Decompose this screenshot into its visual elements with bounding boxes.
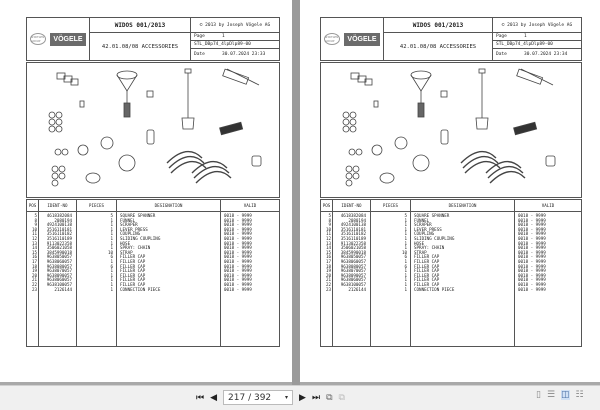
table-cell-ident: 9638100057 xyxy=(46,281,72,287)
table-cell-ident: 3516110182 xyxy=(340,231,366,237)
table-cell-pos: 23 xyxy=(325,286,331,292)
page-separator xyxy=(292,0,300,385)
table-cell-valid: 0018 - 9999 xyxy=(518,231,546,237)
square-spanner-illustration xyxy=(351,73,372,85)
square-spanner-illustration xyxy=(57,73,78,85)
table-cell-valid: 0018 - 9999 xyxy=(518,281,546,287)
table-cell-pos: 14 xyxy=(325,245,331,251)
table-cell-valid: 0018 - 9999 xyxy=(518,217,546,223)
doc-title: WIDOS 001/2013 xyxy=(384,18,492,33)
table-header xyxy=(27,200,279,212)
table-cell-ident: 9638050057 xyxy=(46,254,72,260)
table-cell-pieces: 1 xyxy=(404,217,407,223)
table-cell-pos: 8 xyxy=(34,217,37,223)
table-cell-valid: 0018 - 9999 xyxy=(518,277,546,283)
table-cell-valid: 0018 - 9999 xyxy=(224,281,252,287)
single-page-view-icon[interactable]: ▯ xyxy=(536,390,541,400)
table-cell-ident: 3516110189 xyxy=(46,235,72,241)
filler-caps-illustration xyxy=(49,112,62,132)
doc-title: WIDOS 001/2013 xyxy=(90,18,190,33)
table-cell-ident: 9638060057 xyxy=(46,258,72,264)
col-pos: POS xyxy=(321,200,333,211)
dropdown-arrow-icon[interactable]: ▾ xyxy=(285,394,289,401)
continuous-view-icon[interactable]: ☰ xyxy=(546,390,556,400)
coupling-illustration xyxy=(441,91,447,97)
view-mode-group xyxy=(536,390,584,400)
table-cell-pieces: 1 xyxy=(404,258,407,264)
filler-caps-cluster xyxy=(346,166,359,186)
col-ident-values xyxy=(333,212,371,347)
table-cell-designation: SLIDING COUPLING xyxy=(414,235,455,241)
table-cell-ident: 3516110189 xyxy=(340,235,366,241)
brush-illustration xyxy=(220,122,243,134)
table-cell-pos: 17 xyxy=(31,258,37,264)
table-cell-pieces: 1 xyxy=(110,231,113,237)
connection-piece-illustration xyxy=(380,173,394,183)
table-cell-ident: 9638080057 xyxy=(46,263,72,269)
table-cell-pieces: 1 xyxy=(110,226,113,232)
col-valid: VALID xyxy=(541,203,555,208)
parts-table xyxy=(26,199,280,347)
table-cell-designation: COUPLING xyxy=(414,231,435,237)
table-cell-designation: CONNECTION PIECE xyxy=(120,286,161,292)
table-cell-pos: 11 xyxy=(325,231,331,237)
table-cell-pos: 13 xyxy=(325,240,331,246)
table-cell-valid: 0018 - 9999 xyxy=(224,245,252,251)
straps-illustration xyxy=(167,152,231,183)
table-cell-pos: 18 xyxy=(31,263,37,269)
sliding-coupling-illustration xyxy=(374,101,378,107)
table-cell-designation: FILLER CAP xyxy=(414,268,440,274)
col-pos-values xyxy=(27,212,39,347)
section-title: 42.01.08/08 ACCESSORIES xyxy=(399,43,477,50)
date-label: Date xyxy=(194,52,205,57)
table-cell-designation: STRAP xyxy=(414,249,427,255)
table-cell-ident: 3516110181 xyxy=(340,226,366,232)
table-cell-pieces: 1 xyxy=(110,222,113,228)
table-cell-pieces: 1 xyxy=(404,222,407,228)
parts-illustration xyxy=(320,62,582,198)
date-value: 30.07.2024 23:33 xyxy=(222,52,266,57)
table-cell-designation: FILLER CAP xyxy=(414,263,440,269)
table-cell-pieces: 1 xyxy=(110,268,113,274)
table-cell-ident: 9638090057 xyxy=(340,272,366,278)
table-cell-designation: FILLER CAP xyxy=(120,281,146,287)
page-value: 1 xyxy=(524,34,527,39)
vogele-logo: VÖGELE xyxy=(344,33,379,46)
table-cell-pieces: 10 xyxy=(107,249,113,255)
wirtgen-seal-logo: WIRTGEN GROUP xyxy=(30,33,46,45)
last-page-icon[interactable]: ⏭ xyxy=(311,392,321,403)
table-cell-pos: 18 xyxy=(325,263,331,269)
table-cell-designation: COUPLING xyxy=(120,231,141,237)
table-cell-valid: 0018 - 9999 xyxy=(224,258,252,264)
table-cell-pos: 13 xyxy=(31,240,37,246)
table-cell-valid: 0018 - 9999 xyxy=(518,213,546,218)
table-cell-designation: CONNECTION PIECE xyxy=(414,286,455,292)
col-pieces-values xyxy=(77,212,117,347)
section-title: 42.01.08/08 ACCESSORIES xyxy=(101,43,179,50)
col-valid-values xyxy=(515,212,581,347)
table-cell-designation: FILLER CAP xyxy=(414,254,440,260)
table-cell-pieces: 1 xyxy=(110,258,113,264)
table-cell-ident: 9638060057 xyxy=(46,277,72,283)
scraper-illustration xyxy=(476,69,488,129)
parts-illustration xyxy=(26,62,280,198)
table-cell-pieces: 6 xyxy=(110,263,113,269)
table-cell-designation: FILLER CAP xyxy=(120,268,146,274)
table-cell-ident: 4618382084 xyxy=(46,213,72,218)
table-cell-pieces: 1 xyxy=(404,245,407,251)
table-cell-pos: 16 xyxy=(325,254,331,260)
table-cell-ident: 4924100138 xyxy=(46,222,72,228)
table-cell-ident: 9638060057 xyxy=(340,277,366,283)
table-cell-valid: 0018 - 9999 xyxy=(518,226,546,232)
table-cell-pieces: 1 xyxy=(110,245,113,251)
table-cell-designation: SQUARE SPANNER xyxy=(120,213,156,218)
funnel-illustration xyxy=(117,71,137,117)
table-cell-valid: 0018 - 9999 xyxy=(224,235,252,241)
table-cell-ident: 3506021058 xyxy=(340,245,366,251)
table-cell-designation: FILLER CAP xyxy=(414,272,440,278)
table-cell-valid: 0018 - 9999 xyxy=(518,245,546,251)
table-cell-designation: FILLER CAP xyxy=(120,254,146,260)
table-cell-valid: 0018 - 9999 xyxy=(518,258,546,264)
table-cell-pos: 9 xyxy=(34,222,37,228)
table-cell-valid: 0018 - 9999 xyxy=(224,226,252,232)
table-cell-designation: FILLER CAP xyxy=(414,281,440,287)
sliding-coupling-illustration xyxy=(80,101,84,107)
table-cell-pieces: 1 xyxy=(110,277,113,283)
table-cell-pos: 20 xyxy=(31,272,37,278)
container-illustration xyxy=(252,156,261,166)
doc-code: STL_DBp74_4lpDlp89-00 xyxy=(496,42,553,47)
page-number-input[interactable] xyxy=(223,390,293,405)
table-cell-pos: 11 xyxy=(31,231,37,237)
table-cell-valid: 0018 - 9999 xyxy=(518,263,546,269)
table-cell-pieces: 1 xyxy=(404,231,407,237)
table-cell-pieces: 1 xyxy=(110,235,113,241)
table-cell-valid: 0018 - 9999 xyxy=(224,222,252,228)
col-designation: DESIGNATION xyxy=(411,200,515,211)
brush-illustration xyxy=(514,122,537,134)
table-cell-designation: SPRAY: CHAIN xyxy=(414,245,445,251)
table-header xyxy=(321,200,581,212)
table-cell-pieces: 1 xyxy=(110,240,113,246)
extract-page-icon[interactable]: ⧉ xyxy=(326,392,333,403)
table-cell-pos: 21 xyxy=(325,277,331,283)
table-cell-pos: 14 xyxy=(31,245,37,251)
table-cell-pos: 15 xyxy=(325,249,331,255)
table-cell-valid: 0018 - 9999 xyxy=(518,272,546,278)
table-cell-pos: 22 xyxy=(31,281,37,287)
table-cell-designation: LEVER PRESS xyxy=(414,226,442,232)
table-cell-pos: 12 xyxy=(325,235,331,241)
straps-illustration xyxy=(461,152,525,183)
table-cell-pos: 10 xyxy=(325,226,331,232)
page-header xyxy=(320,17,582,61)
col-pieces: PIECES xyxy=(371,200,411,211)
table-cell-pos: 16 xyxy=(31,254,37,260)
table-cell-designation: SCRAPER xyxy=(414,222,432,228)
table-cell-pos: 15 xyxy=(31,249,37,255)
prev-page-icon[interactable]: ◀ xyxy=(210,392,218,403)
table-cell-pieces: 1 xyxy=(404,281,407,287)
cap-large-illustration xyxy=(413,155,429,171)
table-cell-pos: 5 xyxy=(328,213,331,218)
table-cell-pieces: 1 xyxy=(404,286,407,292)
table-cell-ident: 9638050057 xyxy=(340,254,366,260)
table-cell-valid: 0018 - 9999 xyxy=(224,240,252,246)
col-designation-values xyxy=(411,212,515,347)
table-cell-pieces: 10 xyxy=(401,249,407,255)
table-cell-pieces: 1 xyxy=(404,268,407,274)
table-cell-ident: 3516110181 xyxy=(46,226,72,232)
table-cell-designation: HOSE xyxy=(120,240,131,246)
table-cell-pieces: 1 xyxy=(404,226,407,232)
table-cell-pos: 9 xyxy=(328,222,331,228)
table-cell-pieces: 6 xyxy=(404,263,407,269)
table-cell-pos: 10 xyxy=(31,226,37,232)
two-page-view-icon[interactable]: ◫ xyxy=(561,390,570,400)
table-cell-pieces: 1 xyxy=(404,240,407,246)
date-value: 30.07.2024 23:34 xyxy=(524,52,568,57)
table-cell-pos: 5 xyxy=(34,213,37,218)
table-cell-ident: 2126144 xyxy=(348,286,366,292)
filler-caps-illustration xyxy=(343,112,356,132)
funnel-illustration xyxy=(411,71,431,117)
table-cell-valid: 0018 - 9999 xyxy=(224,272,252,278)
table-cell-ident: 4924100138 xyxy=(340,222,366,228)
coupling-illustration xyxy=(147,91,153,97)
table-cell-valid: 0018 - 9999 xyxy=(518,240,546,246)
table-cell-designation: SLIDING COUPLING xyxy=(120,235,161,241)
page-value: 1 xyxy=(222,34,225,39)
table-cell-designation: FILLER CAP xyxy=(414,258,440,264)
table-cell-pos: 21 xyxy=(31,277,37,283)
filler-caps-cluster xyxy=(52,166,65,186)
lever-press-illustration xyxy=(517,69,553,85)
page-label: Page xyxy=(194,34,205,39)
table-cell-pieces: 1 xyxy=(404,235,407,241)
table-cell-ident: 9638090057 xyxy=(46,272,72,278)
logo-block xyxy=(321,18,384,60)
table-cell-valid: 0018 - 9999 xyxy=(224,217,252,223)
table-cell-valid: 0018 - 9999 xyxy=(224,286,252,292)
logo-block xyxy=(27,18,90,60)
col-designation: DESIGNATION xyxy=(117,200,221,211)
cap-illustration xyxy=(78,145,88,155)
col-valid: VALID xyxy=(243,203,257,208)
wirtgen-seal-logo: WIRTGEN GROUP xyxy=(324,33,340,45)
table-cell-ident: 4618382084 xyxy=(340,213,366,218)
cap-illustration xyxy=(395,137,407,149)
table-body xyxy=(321,212,581,347)
col-pieces-values xyxy=(371,212,411,347)
table-cell-pos: 23 xyxy=(31,286,37,292)
two-page-continuous-view-icon[interactable]: ☷ xyxy=(575,390,584,400)
table-cell-pieces: 5 xyxy=(110,213,113,218)
page-left xyxy=(0,0,292,382)
table-cell-pieces: 5 xyxy=(404,213,407,218)
date-label: Date xyxy=(496,52,507,57)
table-cell-designation: SCRAPER xyxy=(120,222,138,228)
table-cell-pieces: 1 xyxy=(404,277,407,283)
table-cell-valid: 0018 - 9999 xyxy=(224,277,252,283)
table-cell-valid: 0018 - 9999 xyxy=(518,235,546,241)
table-cell-pieces: 1 xyxy=(110,272,113,278)
spray-can-illustration xyxy=(147,130,154,144)
table-cell-valid: 0018 - 9999 xyxy=(224,249,252,255)
page-header xyxy=(26,17,280,61)
table-cell-ident: 3845990018 xyxy=(46,249,72,255)
table-cell-designation: FILLER CAP xyxy=(414,277,440,283)
table-cell-ident: 2080194 xyxy=(54,217,72,223)
col-valid-values xyxy=(221,212,279,347)
table-cell-pieces: 1 xyxy=(110,281,113,287)
table-cell-ident: 9638080057 xyxy=(340,263,366,269)
table-cell-valid: 0018 - 9999 xyxy=(224,213,252,218)
col-ident: IDENT-NO xyxy=(39,200,77,211)
col-pieces: PIECES xyxy=(77,200,117,211)
scraper-illustration xyxy=(182,69,194,129)
table-cell-pos: 12 xyxy=(31,235,37,241)
table-cell-designation: HOSE xyxy=(414,240,425,246)
table-cell-pos: 22 xyxy=(325,281,331,287)
table-cell-pieces: 6 xyxy=(404,254,407,260)
table-cell-designation: FILLER CAP xyxy=(120,258,146,264)
table-cell-pos: 19 xyxy=(325,268,331,274)
table-cell-designation: LEVER PRESS xyxy=(120,226,148,232)
viewer-toolbar xyxy=(0,385,600,410)
table-cell-valid: 0018 - 9999 xyxy=(224,231,252,237)
table-cell-valid: 0018 - 9999 xyxy=(518,249,546,255)
table-cell-ident: 9113022358 xyxy=(340,240,366,246)
table-cell-valid: 0018 - 9999 xyxy=(518,254,546,260)
table-cell-ident: 9638070057 xyxy=(340,268,366,274)
doc-code: STL_DBp74_4lpDlp89-00 xyxy=(194,42,251,47)
page-navigation xyxy=(196,390,345,405)
table-cell-ident: 2126144 xyxy=(54,286,72,292)
table-cell-ident: 2080194 xyxy=(348,217,366,223)
table-cell-pos: 20 xyxy=(325,272,331,278)
table-cell-designation: FUNNEL xyxy=(414,217,430,223)
parts-table xyxy=(320,199,582,347)
table-cell-valid: 0018 - 9999 xyxy=(518,222,546,228)
page-indicator: 217 / 392 xyxy=(228,392,272,403)
table-cell-valid: 0018 - 9999 xyxy=(518,286,546,292)
table-cell-pieces: 6 xyxy=(110,254,113,260)
cap-illustration xyxy=(101,137,113,149)
table-cell-designation: SQUARE SPANNER xyxy=(414,213,450,218)
table-cell-pos: 8 xyxy=(328,217,331,223)
lever-press-illustration xyxy=(223,69,259,85)
container-illustration xyxy=(546,156,555,166)
table-cell-valid: 0018 - 9999 xyxy=(224,268,252,274)
col-designation-values xyxy=(117,212,221,347)
next-page-icon[interactable]: ▶ xyxy=(299,392,306,403)
table-cell-pieces: 1 xyxy=(404,272,407,278)
spray-can-illustration xyxy=(441,130,448,144)
table-cell-designation: FUNNEL xyxy=(120,217,136,223)
insert-page-icon[interactable]: ⧉ xyxy=(338,392,345,403)
table-cell-valid: 0018 - 9999 xyxy=(518,268,546,274)
table-cell-ident: 9113022358 xyxy=(46,240,72,246)
table-cell-pos: 17 xyxy=(325,258,331,264)
table-cell-ident: 9638100057 xyxy=(340,281,366,287)
table-cell-ident: 9638060057 xyxy=(340,258,366,264)
table-cell-valid: 0018 - 9999 xyxy=(224,254,252,260)
table-cell-ident: 3506021058 xyxy=(46,245,72,251)
table-cell-designation: FILLER CAP xyxy=(120,263,146,269)
table-cell-designation: STRAP xyxy=(120,249,133,255)
connection-piece-illustration xyxy=(86,173,100,183)
vogele-logo: VÖGELE xyxy=(50,33,85,46)
col-ident-values xyxy=(39,212,77,347)
first-page-icon[interactable]: ⏮ xyxy=(196,392,205,403)
col-ident: IDENT-NO xyxy=(333,200,371,211)
table-cell-pieces: 1 xyxy=(110,217,113,223)
table-cell-ident: 9638070057 xyxy=(46,268,72,274)
table-cell-designation: SPRAY: CHAIN xyxy=(120,245,151,251)
page-right xyxy=(300,0,600,382)
table-body xyxy=(27,212,279,347)
cap-illustration xyxy=(372,145,382,155)
table-cell-designation: FILLER CAP xyxy=(120,272,146,278)
copyright: © 2013 by Joseph Vögele AG xyxy=(191,18,279,33)
table-cell-pieces: 1 xyxy=(110,286,113,292)
page-label: Page xyxy=(496,34,507,39)
table-cell-ident: 3845990018 xyxy=(340,249,366,255)
table-cell-pos: 19 xyxy=(31,268,37,274)
cap-large-illustration xyxy=(119,155,135,171)
col-pos: POS xyxy=(27,200,39,211)
table-cell-designation: FILLER CAP xyxy=(120,277,146,283)
col-pos-values xyxy=(321,212,333,347)
table-cell-ident: 3516110182 xyxy=(46,231,72,237)
table-cell-valid: 0018 - 9999 xyxy=(224,263,252,269)
copyright: © 2013 by Joseph Vögele AG xyxy=(493,18,581,33)
